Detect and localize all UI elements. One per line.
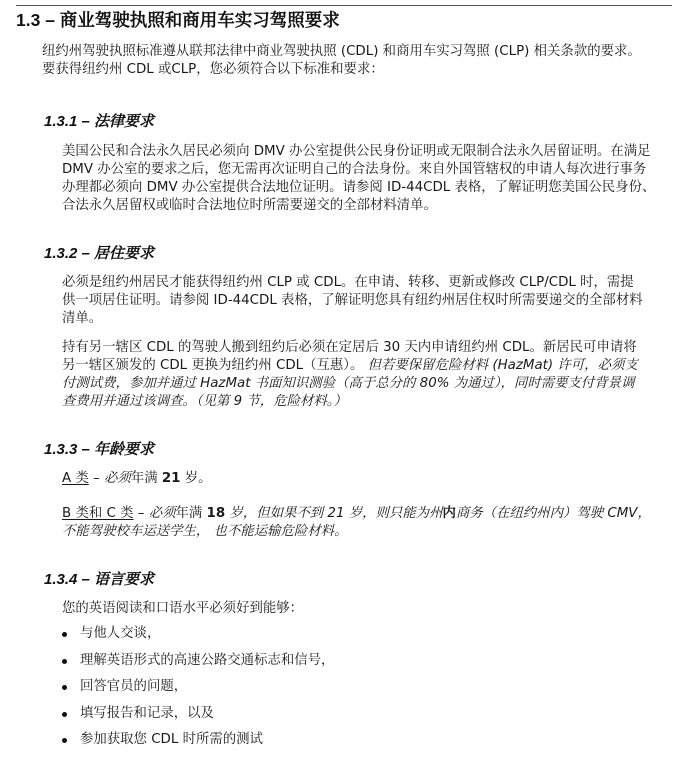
hazmat-note: 但若要保留危险材料 (HazMat) 许可，必须支	[363, 358, 638, 373]
text: 岁，但如果不到 21 岁，则只能为州	[225, 506, 443, 521]
residency-line-3: 清单。	[62, 311, 103, 326]
list-item-text: 理解英语形式的高速公路交通标志和信号，	[80, 652, 335, 668]
legal-line-2: DMV 办公室的要求之后，您无需再次证明自己的合法身份。来自外国管辖权的申请人每次进行事务	[62, 162, 647, 177]
residency-line-2: 供一项居住证明。请参阅 ID-44CDL 表格，了解证明您具有纽约州居住权时所需要递交的全部材料	[62, 293, 643, 308]
transfer-line-3: 付测试费，参加并通过 HazMat 书面知识测验（高于总分的 80% 为通过），同时需要支付背景调	[62, 376, 635, 391]
class-bc-requirement	[62, 505, 651, 523]
bullet-icon	[62, 685, 67, 690]
class-a-label: A 类	[62, 471, 89, 486]
text: 岁。	[180, 471, 212, 486]
subsection-heading-residency: 1.3.2 – 居住要求	[44, 245, 155, 262]
transfer-line-4: 查费用并通过该调查。（见第 9 节，危险材料。）	[62, 394, 347, 409]
list-item	[60, 652, 334, 679]
transfer-line-2-normal: 另一辖区颁发的 CDL 更换为纽约州 CDL（互惠）。	[62, 358, 364, 373]
text: 年满	[175, 506, 207, 521]
header-rule	[16, 5, 672, 6]
legal-line-3: 办理都必须向 DMV 办公室提供合法地位证明。请参阅 ID-44CDL 表格，了解证明您美国公民身份、	[62, 180, 656, 195]
list-item	[60, 625, 334, 652]
list-item-text: 填写报告和记录，以及	[80, 705, 214, 721]
section-heading: 1.3 – 商业驾驶执照和商用车实习驾照要求	[16, 10, 340, 30]
dash: –	[88, 471, 105, 486]
list-item	[60, 731, 334, 758]
list-item-text: 与他人交谈，	[80, 626, 161, 641]
text: 年满	[130, 471, 162, 486]
subsection-heading-legal: 1.3.1 – 法律要求	[44, 113, 155, 130]
class-bc-line-2: 不能驾驶校车运送学生， 也不能运输危险材料。	[62, 524, 348, 539]
bullet-icon	[62, 712, 67, 717]
list-item	[60, 705, 334, 732]
legal-line-1: 美国公民和合法永久居民必须向 DMV 办公室提供公民身份证明或无限制合法永久居留证明。在满足	[62, 144, 651, 159]
text: 商务（在纽约州内）驾驶 CMV，	[455, 506, 651, 521]
list-item	[60, 678, 334, 705]
language-requirements-list	[60, 625, 334, 758]
bullet-icon	[62, 738, 67, 743]
must-text: 必须	[104, 471, 131, 486]
list-item-text: 回答官员的问题，	[80, 679, 188, 694]
list-item-text: 参加获取您 CDL 时所需的测试	[80, 732, 263, 747]
intro-line-2: 要获得纽约州 CDL 或CLP，您必须符合以下标准和要求：	[42, 62, 384, 77]
residency-line-1: 必须是纽约州居民才能获得纽约州 CLP 或 CDL。在申请、转移、更新或修改 CLP/CDL 时，需提	[62, 275, 634, 290]
class-bc-label: B 类和 C 类	[62, 506, 134, 521]
class-a-requirement	[62, 470, 212, 488]
bullet-icon	[62, 659, 67, 664]
transfer-line-1: 持有另一辖区 CDL 的驾驶人搬到纽约后必须在定居后 30 天内申请纽约州 CDL。新居民可申请将	[62, 340, 637, 355]
must-text: 必须	[148, 506, 176, 521]
min-age-18: 18	[206, 506, 226, 521]
transfer-line-2	[62, 357, 638, 375]
subsection-heading-age: 1.3.3 – 年龄要求	[44, 441, 155, 458]
min-age-21: 21	[161, 471, 181, 486]
legal-line-4: 合法永久居留权或临时合法地位时所需要递交的全部材料清单。	[62, 198, 437, 213]
intrastate-emphasis: 内	[442, 506, 456, 521]
dash: –	[133, 506, 149, 521]
intro-line-1: 纽约州驾驶执照标准遵从联邦法律中商业驾驶执照 (CDL) 和商用车实习驾照 (CLP) 相关条款的要求。	[42, 44, 641, 59]
bullet-icon	[62, 632, 67, 637]
language-intro: 您的英语阅读和口语水平必须好到能够：	[62, 601, 304, 616]
subsection-heading-language: 1.3.4 – 语言要求	[44, 571, 155, 588]
